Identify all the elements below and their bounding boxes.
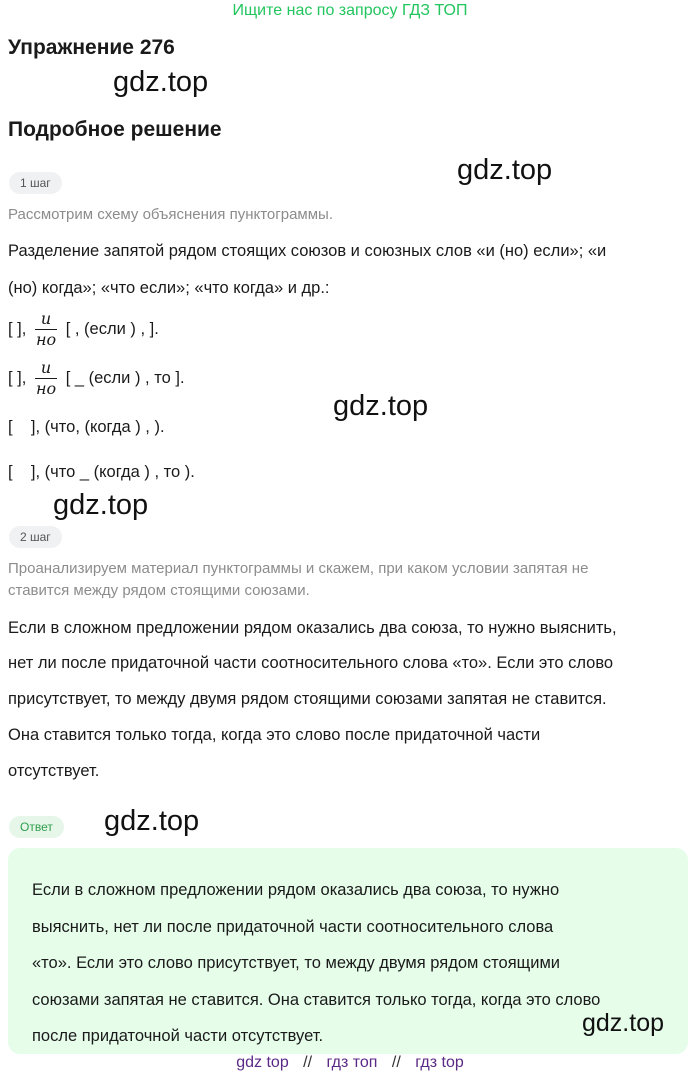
answer-line-2: выяснить, нет ли после придаточной части соотносительного слова bbox=[32, 917, 554, 936]
step-2-line-5: отсутствует. bbox=[8, 762, 100, 780]
step-2-line-2: нет ли после придаточной части соотносительного слова «то». Если это слово bbox=[8, 654, 614, 672]
watermark: gdz.top bbox=[457, 154, 553, 186]
step-2-badge: 2 шаг bbox=[9, 526, 62, 548]
step-1-text-line-2: (но) когда»; «что если»; «что когда» и др.: bbox=[8, 279, 330, 297]
exercise-title: Упражнение 276 bbox=[8, 36, 175, 59]
step-1-hint: Рассмотрим схему объяснения пунктограммы. bbox=[8, 206, 333, 223]
scheme-1-right: [ , (если ) , ]. bbox=[65, 319, 159, 338]
scheme-2-left: [ ], bbox=[8, 368, 27, 387]
scheme-1 bbox=[8, 310, 159, 349]
step-2-hint-line-1: Проанализируем материал пунктограммы и скажем, при каком условии запятая не bbox=[8, 560, 589, 577]
footer-link-1[interactable]: gdz top bbox=[236, 1054, 289, 1071]
solution-heading: Подробное решение bbox=[8, 118, 222, 141]
footer-link-3[interactable]: гдз top bbox=[415, 1054, 464, 1071]
step-1-badge: 1 шаг bbox=[9, 172, 62, 194]
step-2-line-4: Она ставится только тогда, когда это слово после придаточной части bbox=[8, 726, 541, 744]
footer-separator: // bbox=[303, 1054, 313, 1071]
scheme-1-left: [ ], bbox=[8, 319, 27, 338]
answer-text bbox=[32, 872, 672, 1055]
watermark: gdz.top bbox=[113, 66, 209, 98]
answer-line-1: Если в сложном предложении рядом оказались два союза, то нужно bbox=[32, 881, 560, 899]
step-2-line-3: присутствует, то между двумя рядом стоящими союзами запятая не ставится. bbox=[8, 690, 607, 708]
fraction-numerator: и bbox=[40, 358, 52, 377]
step-1-text-line-1: Разделение запятой рядом стоящих союзов и союзных слов «и (но) если»; «и bbox=[8, 242, 607, 260]
answer-line-4: союзами запятая не ставится. Она ставится только тогда, когда это слово bbox=[32, 990, 601, 1009]
scheme-2-right: [ _ (если ) , то ]. bbox=[65, 368, 185, 387]
answer-line-3: «то». Если это слово присутствует, то между двумя рядом стоящими bbox=[32, 954, 561, 972]
fraction-denominator: но bbox=[35, 379, 57, 398]
answer-badge: Ответ bbox=[9, 816, 64, 838]
top-banner: Ищите нас по запросу ГДЗ ТОП bbox=[232, 2, 468, 19]
step-2-line-1: Если в сложном предложении рядом оказались два союза, то нужно выяснить, bbox=[8, 619, 617, 637]
conjunction-fraction bbox=[34, 310, 58, 349]
watermark: gdz.top bbox=[333, 390, 429, 422]
watermark: gdz.top bbox=[53, 489, 149, 521]
footer-links bbox=[0, 1054, 700, 1072]
footer-link-2[interactable]: гдз топ bbox=[326, 1054, 378, 1071]
footer-separator: // bbox=[391, 1054, 401, 1071]
fraction-denominator: но bbox=[35, 330, 57, 349]
answer-line-5: после придаточной части отсутствует. bbox=[32, 1027, 324, 1045]
watermark: gdz.top bbox=[104, 805, 200, 837]
scheme-4: [ ], (что _ (когда ) , то ). bbox=[8, 463, 195, 481]
step-2-hint-line-2: ставится между рядом стоящими союзами. bbox=[8, 582, 310, 599]
watermark: gdz.top bbox=[582, 1009, 665, 1037]
fraction-numerator: и bbox=[40, 309, 52, 328]
scheme-2 bbox=[8, 359, 185, 398]
scheme-3: [ ], (что, (когда ) , ). bbox=[8, 418, 165, 436]
conjunction-fraction bbox=[34, 359, 58, 398]
